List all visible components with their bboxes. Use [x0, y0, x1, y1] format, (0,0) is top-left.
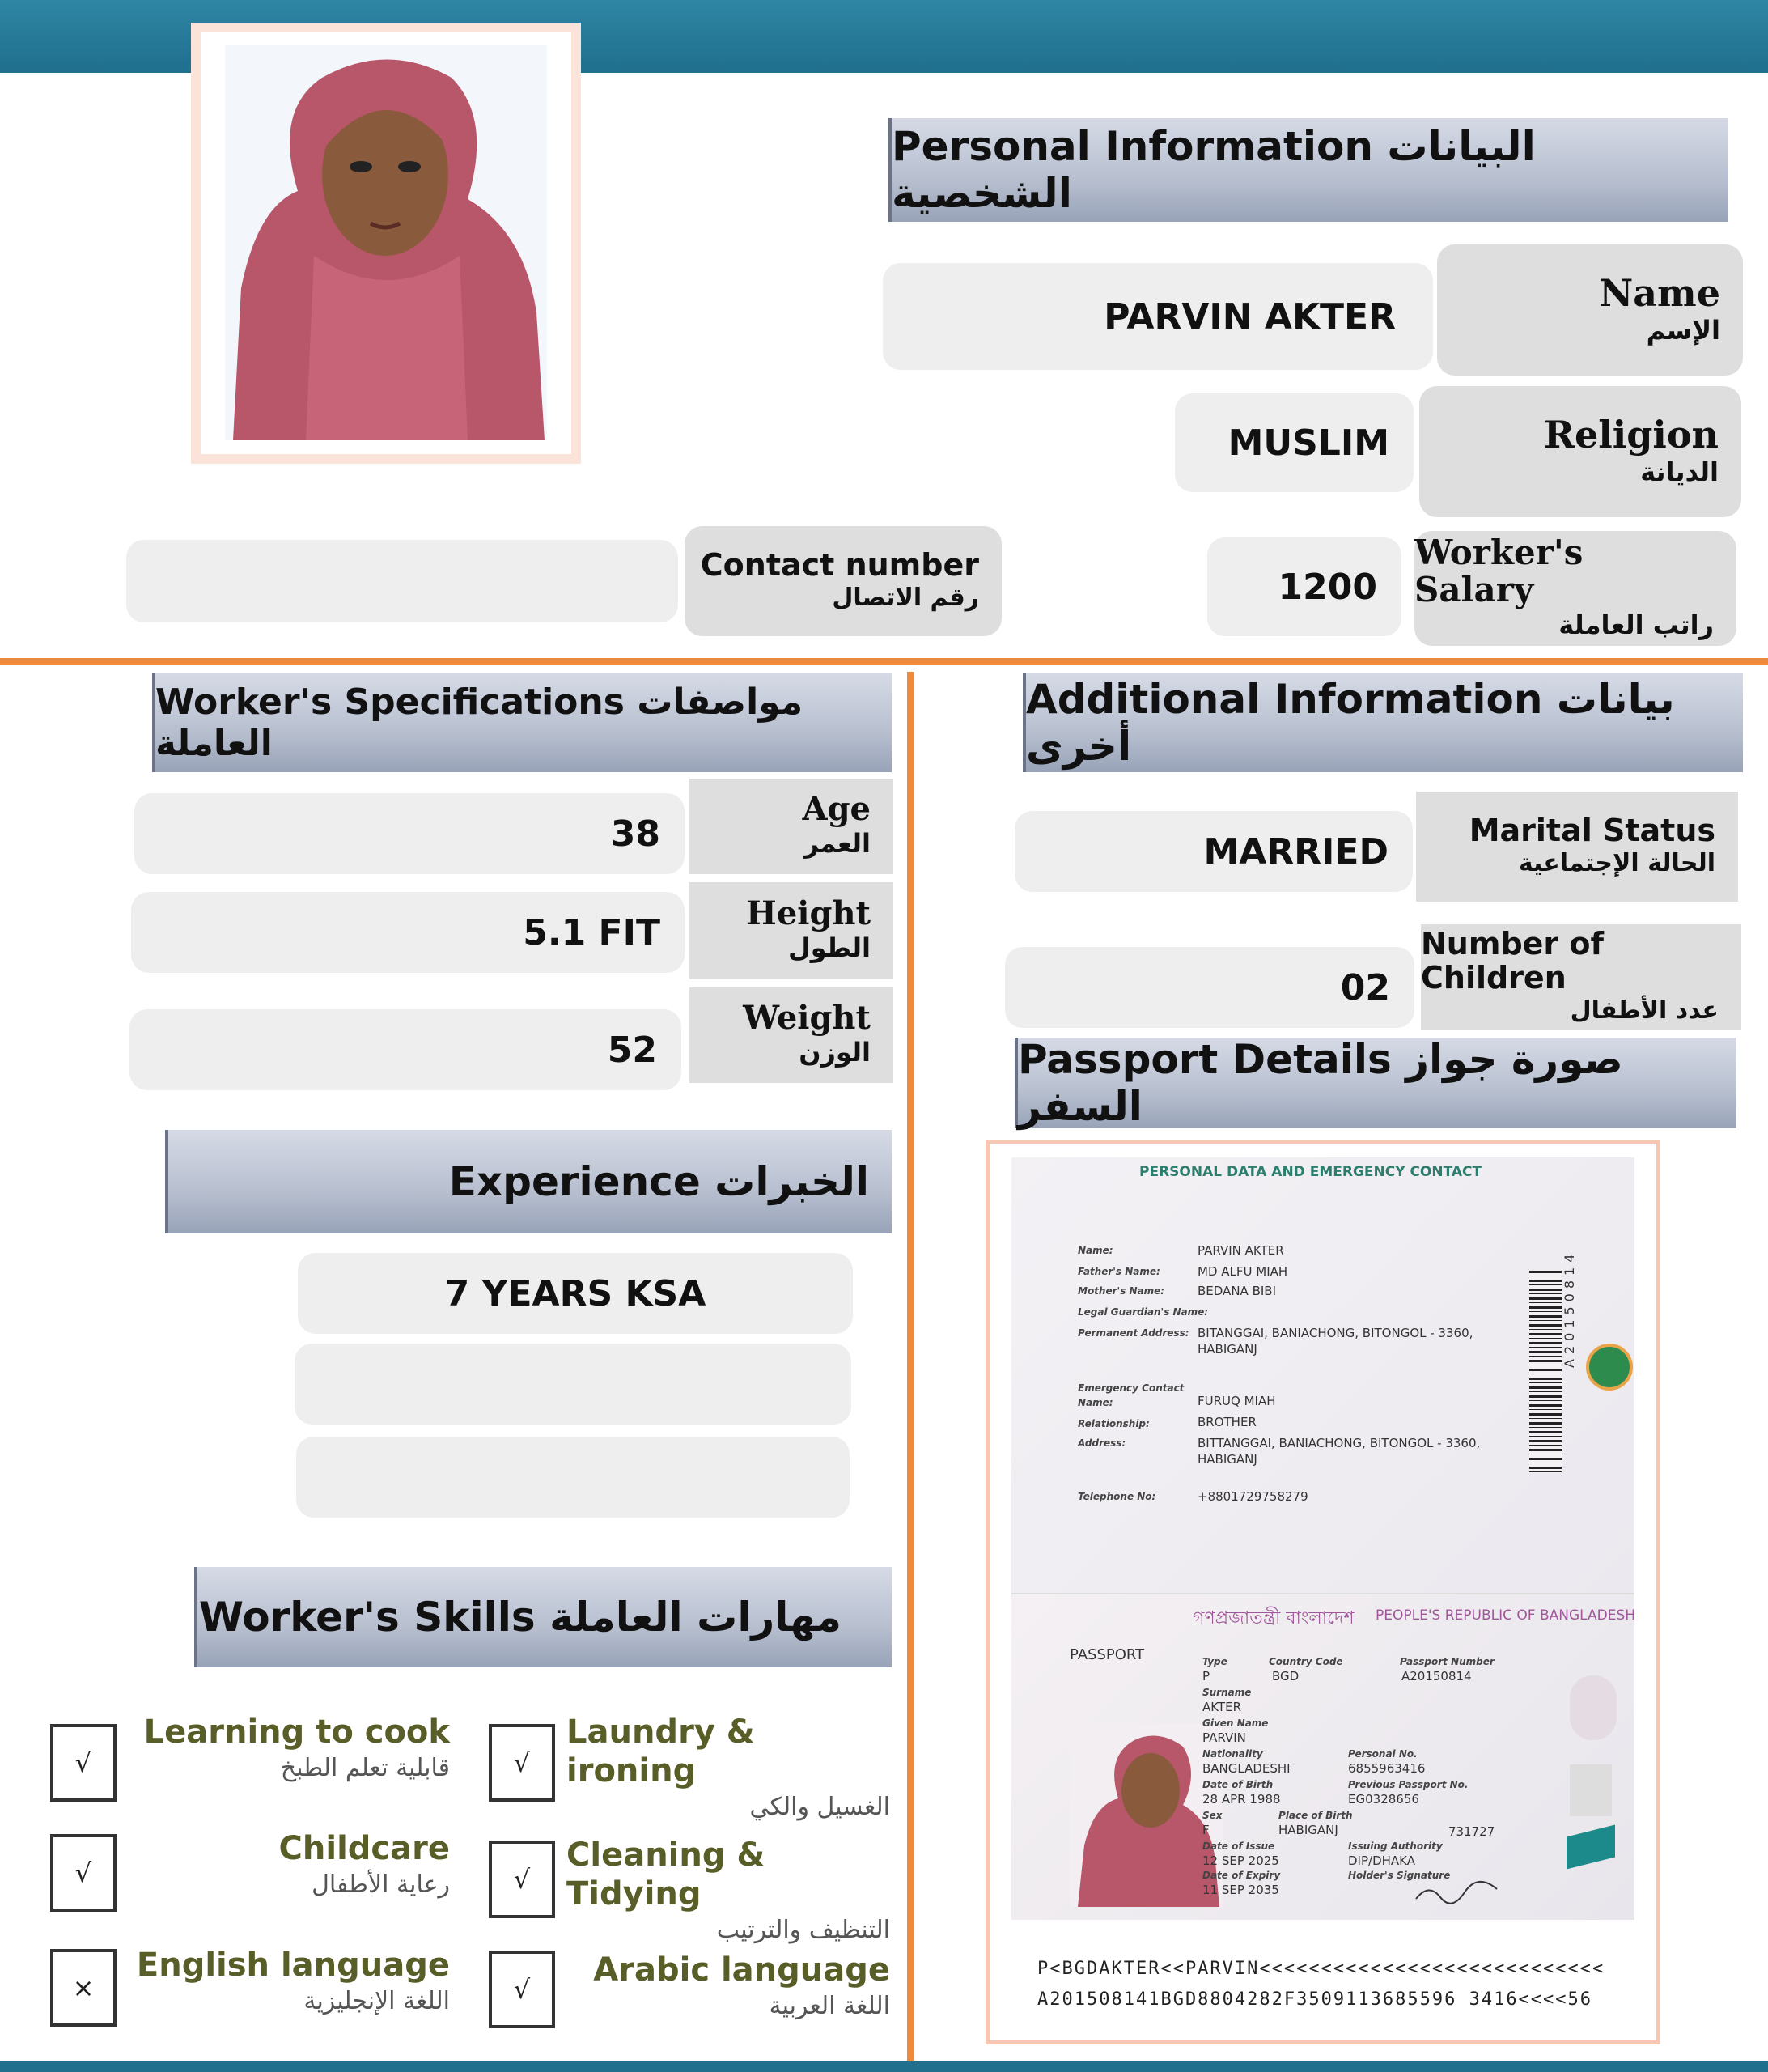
passport-title: Passport Details صورة جواز السفر [1018, 1036, 1623, 1130]
passport-authority-label: Issuing Authority [1348, 1841, 1443, 1852]
passport-type-label: Type [1202, 1656, 1227, 1667]
flag-hologram-icon [1567, 1825, 1615, 1870]
passport-address-2: HABIGANJ [1198, 1452, 1257, 1467]
skill-arabic-en: Arabic language [593, 1951, 890, 1989]
passport-nationality-label: Nationality [1202, 1748, 1263, 1760]
skill-cook-ar: قابلية تعلم الطبخ [280, 1754, 450, 1782]
name-value: PARVIN AKTER [1104, 295, 1396, 338]
passport-name: PARVIN AKTER [1198, 1243, 1284, 1258]
skill-mark-cook: √ [74, 1747, 92, 1778]
small-photo-icon [1570, 1764, 1612, 1816]
religion-label [1419, 386, 1741, 517]
religion-field [1175, 393, 1414, 492]
passport-father: MD ALFU MIAH [1198, 1264, 1288, 1279]
skill-cook-en: Learning to cook [143, 1713, 450, 1751]
weight-field [129, 1009, 681, 1090]
passport-guardian-label: Legal Guardian's Name: [1078, 1306, 1209, 1318]
skill-checkbox-arabic[interactable] [489, 1951, 555, 2028]
name-field [883, 263, 1433, 370]
passport-top-title: PERSONAL DATA AND EMERGENCY CONTACT [1139, 1164, 1482, 1180]
passport-address-1: BITTANGGAI, BANIACHONG, BITONGOL - 3360, [1198, 1436, 1481, 1450]
passport-perm-1: BITANGGAI, BANIACHONG, BITONGOL - 3360, [1198, 1326, 1473, 1340]
age-value: 38 [610, 813, 660, 855]
passport-surname: AKTER [1202, 1700, 1241, 1714]
religion-label-ar: الديانة [1640, 456, 1719, 487]
skill-mark-cleaning: √ [513, 1864, 531, 1895]
skill-checkbox-cook[interactable] [50, 1724, 117, 1802]
name-label-ar: الإسم [1646, 314, 1720, 346]
passport-number-label: Passport Number [1400, 1656, 1495, 1667]
skill-laundry-en: Laundry & ironing [566, 1713, 755, 1790]
worker-photo [225, 45, 547, 440]
skill-checkbox-cleaning[interactable] [489, 1841, 555, 1918]
skill-cleaning-ar: التنظيف والترتيب [716, 1916, 890, 1944]
passport-type: P [1202, 1669, 1210, 1684]
skill-arabic [566, 1951, 890, 2023]
passport-father-label: Father's Name: [1078, 1266, 1160, 1277]
age-label-ar: العمر [803, 828, 871, 860]
children-label [1421, 924, 1741, 1030]
passport-nationality: BANGLADESHI [1202, 1761, 1291, 1776]
passport-code-label: Country Code [1269, 1656, 1343, 1667]
skill-cook [129, 1713, 450, 1785]
passport-country-en: PEOPLE'S REPUBLIC OF BANGLADESH [1376, 1607, 1636, 1624]
height-label [689, 882, 893, 979]
passport-extra: 731727 [1448, 1824, 1495, 1839]
barcode-icon [1529, 1271, 1562, 1473]
salary-label [1414, 531, 1736, 646]
experience-row-3 [296, 1437, 850, 1518]
children-value: 02 [1340, 966, 1390, 1008]
specs-title: Worker's Specifications مواصفات العاملة [155, 681, 803, 764]
skill-checkbox-childcare[interactable] [50, 1834, 117, 1912]
children-field [1005, 947, 1414, 1028]
skill-mark-arabic: √ [513, 1974, 531, 2005]
passport-perm-2: HABIGANJ [1198, 1342, 1257, 1357]
passport-mrz-line-1: P<BGDAKTER<<PARVIN<<<<<<<<<<<<<<<<<<<<<<<<<<<< [1037, 1959, 1605, 1979]
skill-checkbox-laundry[interactable] [489, 1724, 555, 1802]
passport-personal-label: Personal No. [1348, 1748, 1418, 1760]
name-label [1437, 244, 1743, 376]
passport-personal: 6855963416 [1348, 1761, 1426, 1776]
passport-bio-page [1011, 1593, 1634, 1920]
salary-field [1207, 537, 1401, 636]
age-label [689, 779, 893, 874]
passport-emergency: FURUQ MIAH [1198, 1394, 1276, 1408]
weight-label [689, 987, 893, 1083]
height-label-ar: الطول [788, 932, 871, 964]
passport-given-label: Given Name [1202, 1717, 1269, 1729]
marital-value: MARRIED [1203, 830, 1389, 873]
skill-english-en: English language [136, 1947, 450, 1984]
passport-address-label: Address: [1078, 1437, 1126, 1449]
skill-arabic-ar: اللغة العربية [769, 1992, 890, 2020]
height-label-en: Height [746, 894, 871, 933]
passport-perm-label: Permanent Address: [1078, 1327, 1189, 1339]
personal-info-header [888, 118, 1728, 222]
vertical-separator [907, 672, 914, 2061]
specs-header [152, 673, 892, 772]
age-field [134, 793, 685, 874]
religion-value: MUSLIM [1227, 422, 1389, 464]
passport-mother: BEDANA BIBI [1198, 1284, 1276, 1298]
skill-childcare-en: Childcare [278, 1830, 450, 1867]
skill-childcare [129, 1829, 450, 1902]
skill-cleaning-en: Cleaning & Tidying [566, 1836, 765, 1913]
salary-value: 1200 [1278, 566, 1377, 608]
passport-relationship: BROTHER [1198, 1415, 1257, 1429]
contact-label [685, 526, 1002, 636]
salary-label-en: Worker's Salary [1414, 533, 1584, 610]
experience-row-1 [298, 1253, 853, 1334]
skills-header [194, 1567, 892, 1667]
passport-mrz-line-2: A201508141BGD8804282F3509113685596 3416<<<<56 [1037, 1989, 1593, 2010]
passport-surname-label: Surname [1202, 1687, 1252, 1698]
skill-cleaning [566, 1836, 890, 1947]
passport-country-bn: গণপ্রজাতন্ত্রী বাংলাদেশ [1193, 1608, 1355, 1628]
religion-label-en: Religion [1543, 412, 1719, 456]
skill-laundry-ar: الغسيل والكي [749, 1793, 890, 1821]
passport-pob: HABIGANJ [1278, 1823, 1338, 1837]
experience-title: Experience الخبرات [448, 1158, 869, 1205]
skill-laundry [566, 1713, 890, 1824]
passport-given: PARVIN [1202, 1730, 1246, 1745]
passport-emergency-label-2: Name: [1078, 1397, 1113, 1408]
passport-doe-label: Date of Expiry [1202, 1870, 1281, 1881]
passport-relationship-label: Relationship: [1078, 1418, 1150, 1429]
contact-label-ar: رقم الاتصال [832, 584, 979, 613]
passport-word: PASSPORT [1070, 1646, 1145, 1663]
passport-pob-label: Place of Birth [1278, 1810, 1353, 1821]
experience-header [165, 1130, 892, 1233]
additional-title: Additional Information بيانات أخرى [1026, 676, 1675, 770]
weight-label-ar: الوزن [799, 1037, 871, 1068]
marital-field [1015, 811, 1413, 892]
bottom-banner [0, 2061, 1768, 2072]
weight-label-en: Weight [743, 999, 871, 1038]
passport-signature-label: Holder's Signature [1348, 1870, 1451, 1881]
holder-signature [1413, 1878, 1502, 1907]
passport-doi: 12 SEP 2025 [1202, 1853, 1279, 1868]
contact-label-en: Contact number [700, 546, 979, 583]
passport-tel: +8801729758279 [1198, 1489, 1308, 1504]
passport-doe: 11 SEP 2035 [1202, 1883, 1279, 1897]
passport-dob-label: Date of Birth [1202, 1779, 1274, 1790]
skill-checkbox-english[interactable] [50, 1949, 117, 2027]
passport-prev-label: Previous Passport No. [1348, 1779, 1469, 1790]
passport-photo [1070, 1724, 1223, 1907]
emblem-icon [1586, 1344, 1633, 1391]
skill-mark-laundry: √ [513, 1747, 531, 1778]
marital-label [1416, 792, 1738, 902]
passport-number: A20150814 [1401, 1669, 1472, 1684]
age-label-en: Age [802, 790, 871, 829]
skill-english [129, 1946, 450, 2019]
height-field [131, 892, 685, 973]
passport-header [1015, 1038, 1736, 1128]
horizontal-separator [0, 658, 1768, 665]
passport-doi-label: Date of Issue [1202, 1841, 1275, 1852]
height-value: 5.1 FIT [523, 911, 660, 953]
salary-label-ar: راتب العاملة [1558, 609, 1714, 641]
children-label-en: Number of Children [1421, 925, 1605, 996]
experience-row-2 [295, 1344, 851, 1424]
weight-value: 52 [607, 1029, 657, 1071]
passport-tel-label: Telephone No: [1078, 1491, 1156, 1502]
passport-sex-label: Sex [1202, 1810, 1223, 1821]
passport-dob: 28 APR 1988 [1202, 1792, 1281, 1807]
skills-title: Worker's Skills مهارات العاملة [198, 1594, 842, 1641]
experience-value-1: 7 YEARS KSA [444, 1272, 706, 1314]
passport-prev: EG0328656 [1348, 1792, 1419, 1807]
marital-label-ar: الحالة الإجتماعية [1518, 849, 1715, 878]
name-label-en: Name [1599, 270, 1720, 315]
marital-label-en: Marital Status [1469, 812, 1715, 848]
skill-childcare-ar: رعاية الأطفال [312, 1870, 450, 1899]
skill-english-ar: اللغة الإنجليزية [303, 1987, 450, 2015]
children-label-ar: عدد الأطفال [1570, 996, 1719, 1025]
passport-sex: F [1202, 1823, 1210, 1837]
skill-mark-english: × [72, 1972, 95, 2003]
contact-field [126, 540, 678, 622]
passport-name-label: Name: [1078, 1245, 1113, 1256]
passport-mother-label: Mother's Name: [1078, 1285, 1165, 1297]
passport-code: BGD [1272, 1669, 1300, 1684]
ghost-photo-icon [1570, 1675, 1617, 1740]
passport-authority: DIP/DHAKA [1348, 1853, 1415, 1868]
passport-barcode-text: A20150814 [1562, 1249, 1577, 1368]
personal-info-title: Personal Information البيانات الشخصية [892, 123, 1536, 217]
additional-header [1023, 673, 1743, 772]
skill-mark-childcare: √ [74, 1858, 92, 1888]
passport-data-page [1011, 1157, 1634, 1593]
passport-emergency-label-1: Emergency Contact [1078, 1382, 1185, 1394]
